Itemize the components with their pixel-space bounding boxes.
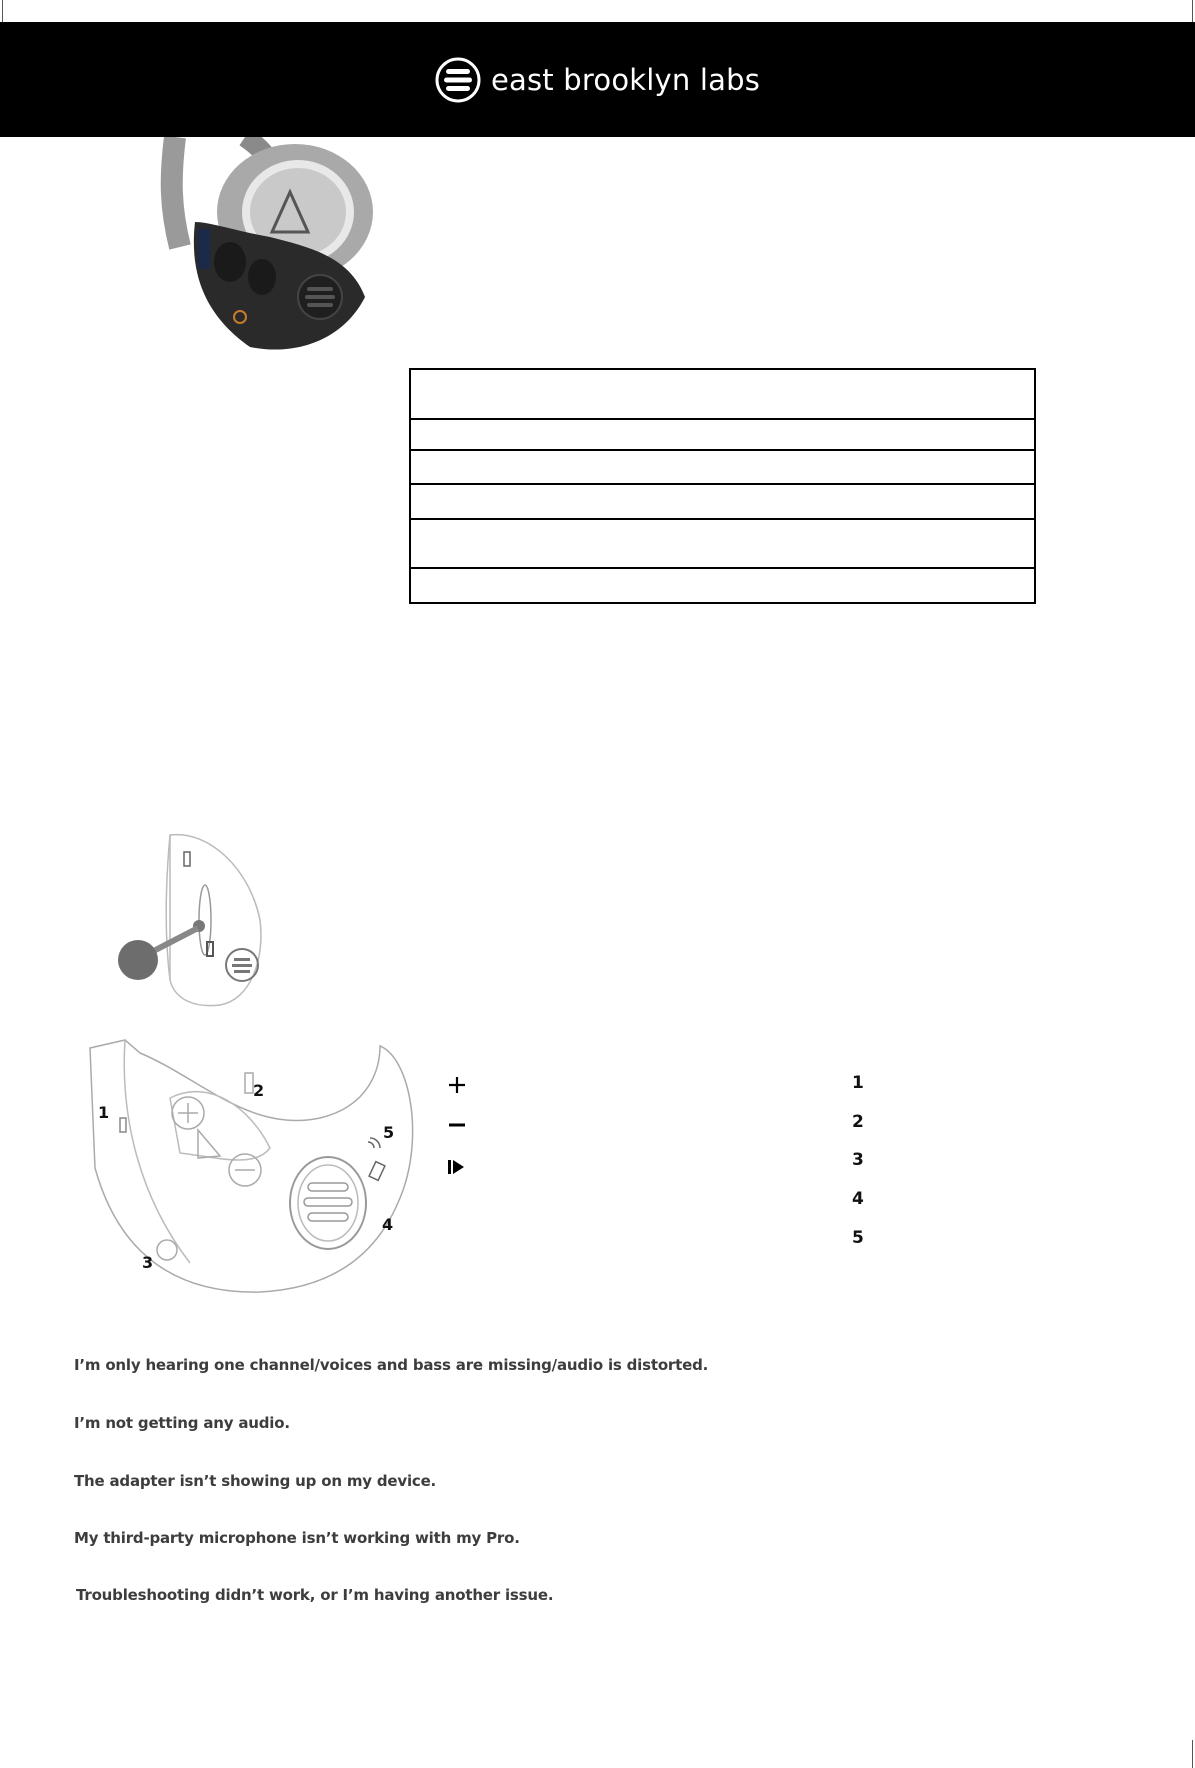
brand-logo xyxy=(435,57,760,103)
legend-number: 4 xyxy=(852,1189,864,1209)
ebl-logo-icon xyxy=(435,57,481,103)
minus-icon xyxy=(446,1114,468,1136)
callout-3: 3 xyxy=(142,1253,154,1272)
legend-number: 5 xyxy=(852,1228,864,1248)
table-row xyxy=(410,369,1035,419)
plus-icon xyxy=(446,1074,468,1096)
callout-1: 1 xyxy=(98,1103,110,1122)
play-pause-icon xyxy=(446,1156,468,1178)
callout-4: 4 xyxy=(382,1215,394,1234)
table-row xyxy=(410,568,1035,603)
faq-question: I’m only hearing one channel/voices and bass are missing/audio is distorted. xyxy=(74,1356,709,1374)
headphone-product-image xyxy=(150,137,380,357)
brand-name: east brooklyn labs xyxy=(490,62,761,97)
table-row xyxy=(410,450,1035,484)
table-row xyxy=(410,519,1035,568)
legend-number: 3 xyxy=(852,1150,864,1170)
faq-question: I’m not getting any audio. xyxy=(74,1414,290,1432)
table-row xyxy=(410,419,1035,450)
legend-number: 1 xyxy=(852,1073,864,1093)
faq-question: Troubleshooting didn’t work, or I’m having another issue. xyxy=(76,1586,554,1604)
legend-number: 2 xyxy=(852,1112,864,1132)
crop-mark xyxy=(1192,1740,1193,1768)
mic-attachment-illustration xyxy=(110,830,290,1010)
spec-table xyxy=(409,368,1036,604)
faq-question: My third-party microphone isn’t working with my Pro. xyxy=(74,1529,520,1547)
adapter-controls-diagram xyxy=(80,1038,420,1298)
table-row xyxy=(410,484,1035,519)
faq-question: The adapter isn’t showing up on my device. xyxy=(74,1472,437,1490)
brand-header xyxy=(0,22,1195,137)
callout-5: 5 xyxy=(383,1123,395,1142)
callout-2: 2 xyxy=(253,1081,265,1100)
